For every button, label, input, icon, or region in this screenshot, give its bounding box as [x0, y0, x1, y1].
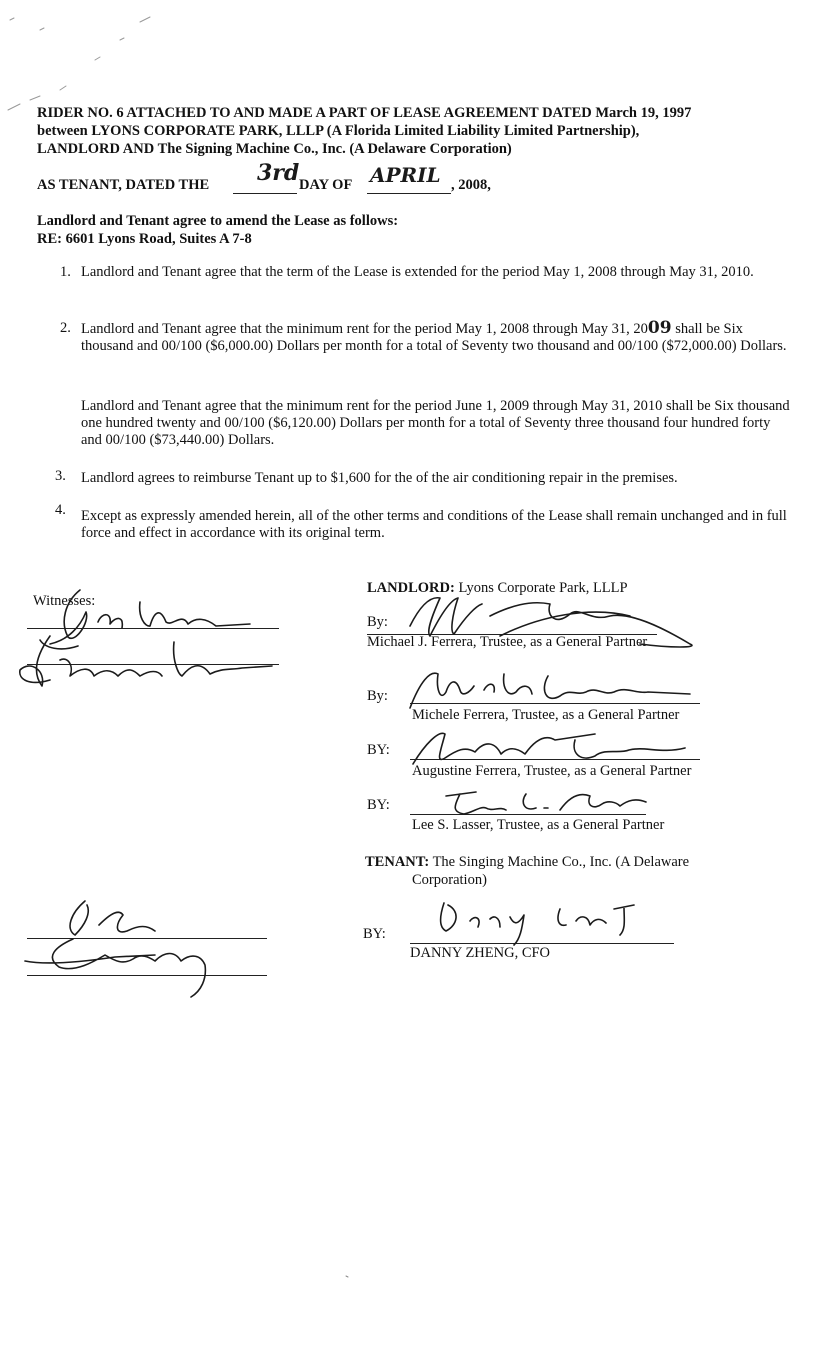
witness-signature-2 — [10, 630, 280, 720]
intro-re-line: RE: 6601 Lyons Road, Suites A 7-8 — [37, 231, 252, 247]
signer-2-name: Michele Ferrera, Trustee, as a General Partner — [412, 707, 680, 723]
dated-year: , 2008, — [451, 177, 491, 193]
witness-signature-3 — [15, 895, 265, 1005]
tenant-label: TENANT: — [365, 854, 430, 870]
item-2-year-correction: 09 — [647, 318, 672, 338]
signer-1-signature — [370, 586, 730, 666]
tenant-line — [365, 854, 689, 871]
header-line-1: RIDER NO. 6 ATTACHED TO AND MADE A PART OF LEASE AGREEMENT DATED March 19, 1997 — [37, 105, 692, 121]
signer-1-by: By: — [367, 614, 388, 630]
header-line-3: LANDLORD AND The Signing Machine Co., Inc. (A Delaware Corporation) — [37, 141, 512, 157]
signer-2-by: By: — [367, 688, 388, 704]
item-1-text: Landlord and Tenant agree that the term of the Lease is extended for the period May 1, 2008 through May 31, 2010. — [81, 264, 754, 280]
signer-3-signature — [405, 720, 705, 780]
landlord-name: Lyons Corporate Park, LLLP — [458, 580, 628, 596]
tenant-signer-name: DANNY ZHENG, CFO — [410, 945, 551, 961]
witnesses-label: Witnesses: — [33, 593, 96, 609]
item-3-number: 3. — [55, 468, 66, 484]
header-line-2: between LYONS CORPORATE PARK, LLLP (A Florida Limited Liability Limited Partnership), — [37, 123, 640, 139]
signer-3-name: Augustine Ferrera, Trustee, as a General Partner — [412, 763, 692, 779]
tenant-name-line-2: Corporation) — [412, 872, 487, 888]
landlord-label: LANDLORD: — [367, 580, 455, 596]
item-2-text-a-end: shall be Six thousand and 00/100 ($6,000.00) Dollars per month for a total of Seventy two thousand and 00/100 ($72,000.00) Dollars. — [81, 321, 787, 354]
signer-2-signature — [400, 662, 700, 722]
signer-4-name: Lee S. Lasser, Trustee, as a General Partner — [412, 817, 665, 833]
signer-1-name: Michael J. Ferrera, Trustee, as a General Partner — [367, 634, 648, 650]
tenant-name-line-1: The Singing Machine Co., Inc. (A Delaware — [432, 854, 690, 870]
dated-line — [37, 160, 797, 198]
tenant-signature — [430, 895, 670, 955]
dated-mid: DAY OF — [299, 177, 353, 193]
item-2-text-a — [81, 320, 793, 355]
dated-prefix: AS TENANT, DATED THE — [37, 177, 210, 193]
item-4-text: Except as expressly amended herein, all of the other terms and conditions of the Lease shall remain unchanged and in full force and effect in accordance with its original term. — [81, 508, 787, 541]
signer-3-by: BY: — [367, 742, 390, 758]
item-4-number: 4. — [55, 502, 66, 518]
item-2-text-a-start: Landlord and Tenant agree that the minimum rent for the period May 1, 2008 through May 31, 20 — [81, 321, 648, 337]
item-2-text-b: Landlord and Tenant agree that the minimum rent for the period June 1, 2009 through May 31, 2010 shall be Six thousand one hundred twenty and 00/100 ($6,120.00) Dollars per month for a total of Seventy three thousand four hundred forty and 00/100 ($73,440.00) Dollars. — [81, 398, 790, 448]
signer-4-by: BY: — [367, 797, 390, 813]
item-2-number: 2. — [60, 320, 71, 336]
item-3-text: Landlord agrees to reimburse Tenant up to $1,600 for the of the air conditioning repair in the premises. — [81, 470, 678, 486]
item-1-number: 1. — [60, 264, 71, 280]
month-blank — [367, 193, 451, 194]
scan-speck-bottom — [340, 1270, 370, 1300]
tenant-signer-by: BY: — [363, 926, 386, 942]
day-handwritten: 3rd — [257, 160, 300, 186]
month-handwritten: APRIL — [370, 163, 441, 187]
signer-4-signature — [440, 784, 660, 824]
intro-line-1: Landlord and Tenant agree to amend the Lease as follows: — [37, 213, 399, 229]
day-blank — [233, 193, 297, 194]
